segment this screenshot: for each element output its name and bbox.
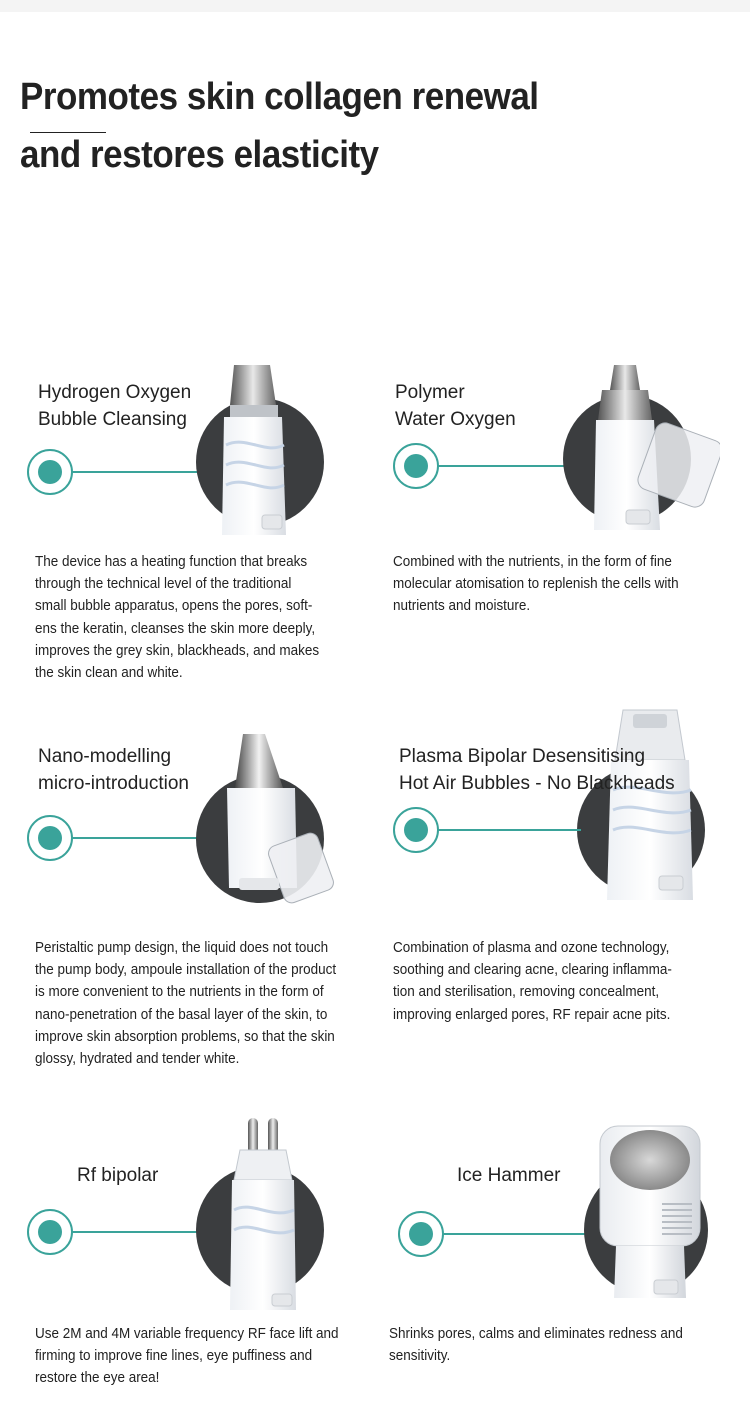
marker-dot — [393, 807, 439, 853]
headline-line-1: Promotes skin collagen renewal — [20, 76, 539, 118]
marker-dot — [27, 815, 73, 861]
feature-description: Shrinks pores, calms and eliminates redness and sensitivity. — [389, 1326, 683, 1365]
feature-title: Ice Hammer — [457, 1165, 561, 1186]
headline-line-2: and restores elasticity — [20, 134, 379, 176]
connector-line — [60, 837, 210, 839]
connector-line — [432, 1233, 597, 1235]
feature-title: Rf bipolar — [77, 1165, 159, 1186]
headline-rule — [30, 132, 106, 133]
feature-description: Combined with the nutrients, in the form of fine molecular atomisation to replenish the cells with nutrients and moisture. — [393, 554, 679, 615]
feature-description: Peristaltic pump design, the liquid does not touch the pump body, ampoule installation of the product is more convenient to the nutrients in the form of nano-penetration of the basal layer of the skin, to improve skin absorption problems, so that the skin glossy, hydrated and tender white. — [35, 940, 337, 1068]
feature-title: Hydrogen Oxygen Bubble Cleansing — [38, 382, 192, 430]
hydrogen-wand-image — [196, 355, 306, 535]
rf-wand-image — [222, 1110, 302, 1310]
connector-line — [60, 1231, 210, 1233]
marker-dot — [398, 1211, 444, 1257]
feature-title: Nano-modelling micro-introduction — [38, 746, 189, 794]
feature-title: Polymer Water Oxygen — [395, 382, 516, 430]
connector-line — [426, 829, 581, 831]
top-strip — [0, 0, 750, 12]
feature-description: Use 2M and 4M variable frequency RF face lift and firming to improve fine lines, eye puffiness and restore the eye area! — [35, 1326, 339, 1387]
feature-description: Combination of plasma and ozone technology, soothing and clearing acne, clearing inflamma- tion and sterilisation, removing concealment, improving enlarged pores, RF repair acne pits. — [393, 940, 672, 1023]
ice-hammer-image — [590, 1118, 710, 1298]
marker-dot — [393, 443, 439, 489]
polymer-wand-image — [590, 360, 720, 530]
connector-line — [426, 465, 576, 467]
feature-description: The device has a heating function that breaks through the technical level of the traditional small bubble apparatus, opens the pores, soft- ens the keratin, cleanses the skin more deeply, improves the grey skin, blackheads, and makes the skin clean and white. — [35, 554, 320, 682]
marker-dot — [27, 1209, 73, 1255]
feature-title: Plasma Bipolar Desensitising Hot Air Bubbles - No Blackheads — [399, 746, 675, 794]
plasma-wand-image — [595, 700, 705, 900]
nano-wand-image — [205, 728, 340, 918]
marker-dot — [27, 449, 73, 495]
connector-line — [60, 471, 210, 473]
